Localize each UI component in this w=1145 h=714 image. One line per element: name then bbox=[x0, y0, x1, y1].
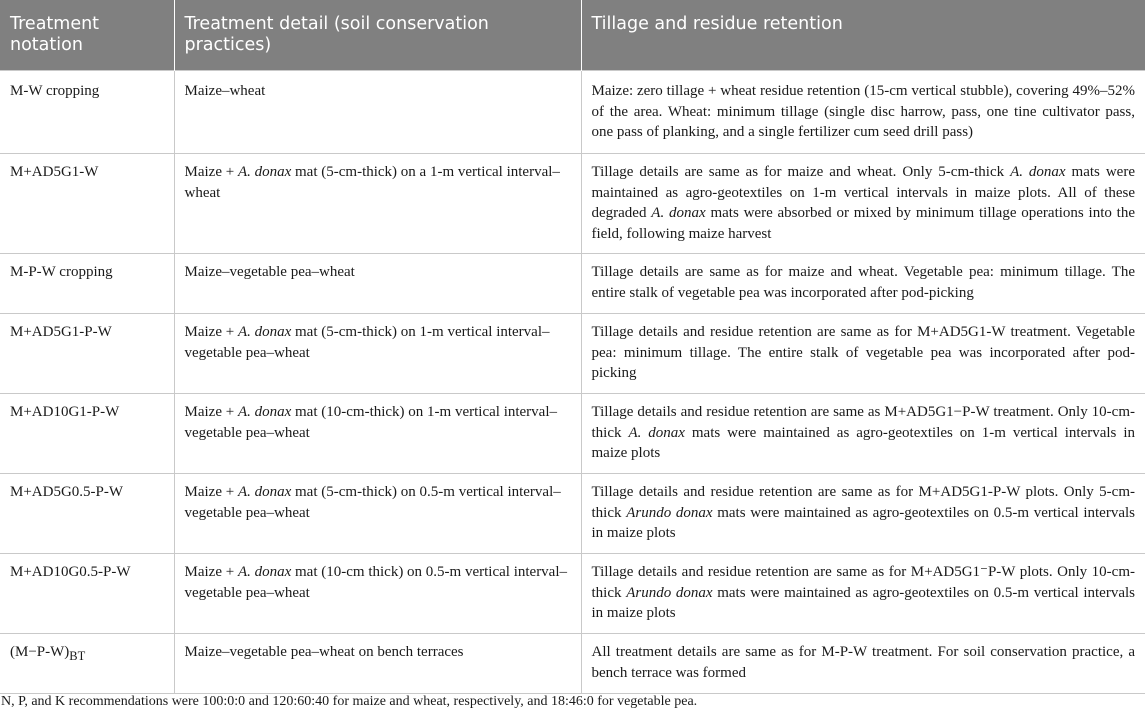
species-name: A. donax bbox=[237, 564, 292, 580]
tillage-text: Tillage details are same as for maize and wheat. Only 5-cm-thick bbox=[591, 164, 1011, 180]
tillage-text: Tillage details and residue retention are same as for M+AD5G1⁻P-W plots. Only 10-cm-thick bbox=[591, 564, 1135, 601]
cell-notation: M-W cropping bbox=[0, 71, 174, 154]
cell-detail: Maize–vegetable pea–wheat on bench terraces bbox=[174, 634, 581, 694]
detail-text: Maize + bbox=[184, 484, 238, 500]
detail-text: Maize + bbox=[184, 164, 238, 180]
tillage-text: Tillage details and residue retention are same as for M+AD5G1-P-W plots. Only 5-cm-thick bbox=[591, 484, 1135, 521]
cell-tillage: Tillage details and residue retention are same as for M+AD5G1-W treatment. Vegetable pea: minimum tillage. The entire stalk of vegetable pea was incorporated after pod-picking bbox=[581, 314, 1145, 394]
cell-detail bbox=[174, 154, 581, 254]
cell-detail bbox=[174, 314, 581, 394]
cell-notation: M+AD5G0.5-P-W bbox=[0, 474, 174, 554]
tillage-text: mats were maintained as agro-geotextiles on 1-m vertical intervals in maize plots. All of these degraded bbox=[591, 164, 1135, 221]
detail-text: mat (5-cm-thick) on a 1-m vertical interval–wheat bbox=[184, 164, 560, 201]
detail-text: Maize + bbox=[184, 564, 238, 580]
species-name: A. donax bbox=[237, 484, 292, 500]
species-name: A. donax bbox=[237, 404, 292, 420]
tillage-text: mats were maintained as agro-geotextiles on 1-m vertical intervals in maize plots bbox=[591, 424, 1135, 461]
species-name: A. donax bbox=[1010, 164, 1066, 180]
detail-text: mat (10-cm-thick) on 1-m vertical interval–vegetable pea–wheat bbox=[184, 404, 558, 441]
cell-tillage: Maize: zero tillage + wheat residue retention (15-cm vertical stubble), covering 49%–52% of the area. Wheat: minimum tillage (single disc harrow, pass, one tine cultivator pass, one pass of planking, and a single fertilizer cum seed drill pass) bbox=[581, 71, 1145, 154]
cell-detail: Maize–vegetable pea–wheat bbox=[174, 254, 581, 314]
species-name: A. donax bbox=[237, 324, 292, 340]
detail-text: mat (10-cm thick) on 0.5-m vertical interval–vegetable pea–wheat bbox=[184, 564, 568, 601]
table-row bbox=[0, 154, 1145, 254]
notation-main: (M−P-W) bbox=[10, 644, 70, 660]
species-name: Arundo donax bbox=[626, 584, 713, 601]
cell-detail bbox=[174, 394, 581, 474]
species-name: A. donax bbox=[237, 164, 292, 180]
table-row bbox=[0, 554, 1145, 634]
species-name: Arundo donax bbox=[626, 504, 713, 521]
table-row bbox=[0, 254, 1145, 314]
table-footnote: N, P, and K recommendations were 100:0:0 and 120:60:40 for maize and wheat, respectively, and 18:46:0 for vegetable pea. bbox=[1, 694, 698, 709]
cell-tillage: Tillage details are same as for maize and wheat. Vegetable pea: minimum tillage. The entire stalk of vegetable pea was incorporated after pod-picking bbox=[581, 254, 1145, 314]
header-treatment-detail: Treatment detail (soil conservation practices) bbox=[174, 0, 581, 71]
cell-detail: Maize–wheat bbox=[174, 71, 581, 154]
cell-tillage bbox=[581, 554, 1145, 634]
cell-detail bbox=[174, 554, 581, 634]
header-row bbox=[0, 0, 1145, 71]
detail-text: mat (5-cm-thick) on 1-m vertical interval–vegetable pea–wheat bbox=[184, 324, 550, 361]
cell-tillage: All treatment details are same as for M-P-W treatment. For soil conservation practice, a bench terrace was formed bbox=[581, 634, 1145, 694]
cell-notation: M+AD5G1-P-W bbox=[0, 314, 174, 394]
cell-notation bbox=[0, 634, 174, 694]
cell-notation: M+AD10G0.5-P-W bbox=[0, 554, 174, 634]
cell-notation: M-P-W cropping bbox=[0, 254, 174, 314]
species-name: A. donax bbox=[628, 424, 685, 441]
species-name: A. donax bbox=[651, 205, 706, 221]
tillage-text: Tillage details and residue retention are same as M+AD5G1−P-W treatment. Only 10-cm-thick bbox=[591, 404, 1135, 441]
header-treatment-notation: Treatment notation bbox=[0, 0, 174, 71]
cell-notation: M+AD10G1-P-W bbox=[0, 394, 174, 474]
cell-tillage bbox=[581, 154, 1145, 254]
table-row bbox=[0, 474, 1145, 554]
detail-text: mat (5-cm-thick) on 0.5-m vertical interval–vegetable pea–wheat bbox=[184, 484, 561, 521]
cell-tillage bbox=[581, 394, 1145, 474]
table-row bbox=[0, 71, 1145, 154]
table-row bbox=[0, 634, 1145, 694]
detail-text: Maize + bbox=[184, 404, 238, 420]
header-tillage-residue: Tillage and residue retention bbox=[581, 0, 1145, 71]
cell-detail bbox=[174, 474, 581, 554]
table-row bbox=[0, 314, 1145, 394]
tillage-text: mats were maintained as agro-geotextiles on 0.5-m vertical intervals in maize plots bbox=[591, 504, 1135, 541]
detail-text: Maize + bbox=[184, 324, 238, 340]
tillage-text: mats were absorbed or mixed by minimum tillage operations into the field, following maize harvest bbox=[591, 205, 1136, 242]
notation-subscript: BT bbox=[69, 649, 86, 663]
cell-tillage bbox=[581, 474, 1145, 554]
cell-notation: M+AD5G1-W bbox=[0, 154, 174, 254]
table-row bbox=[0, 394, 1145, 474]
tillage-text: mats were maintained as agro-geotextiles on 0.5-m vertical intervals in maize plots bbox=[591, 584, 1135, 621]
